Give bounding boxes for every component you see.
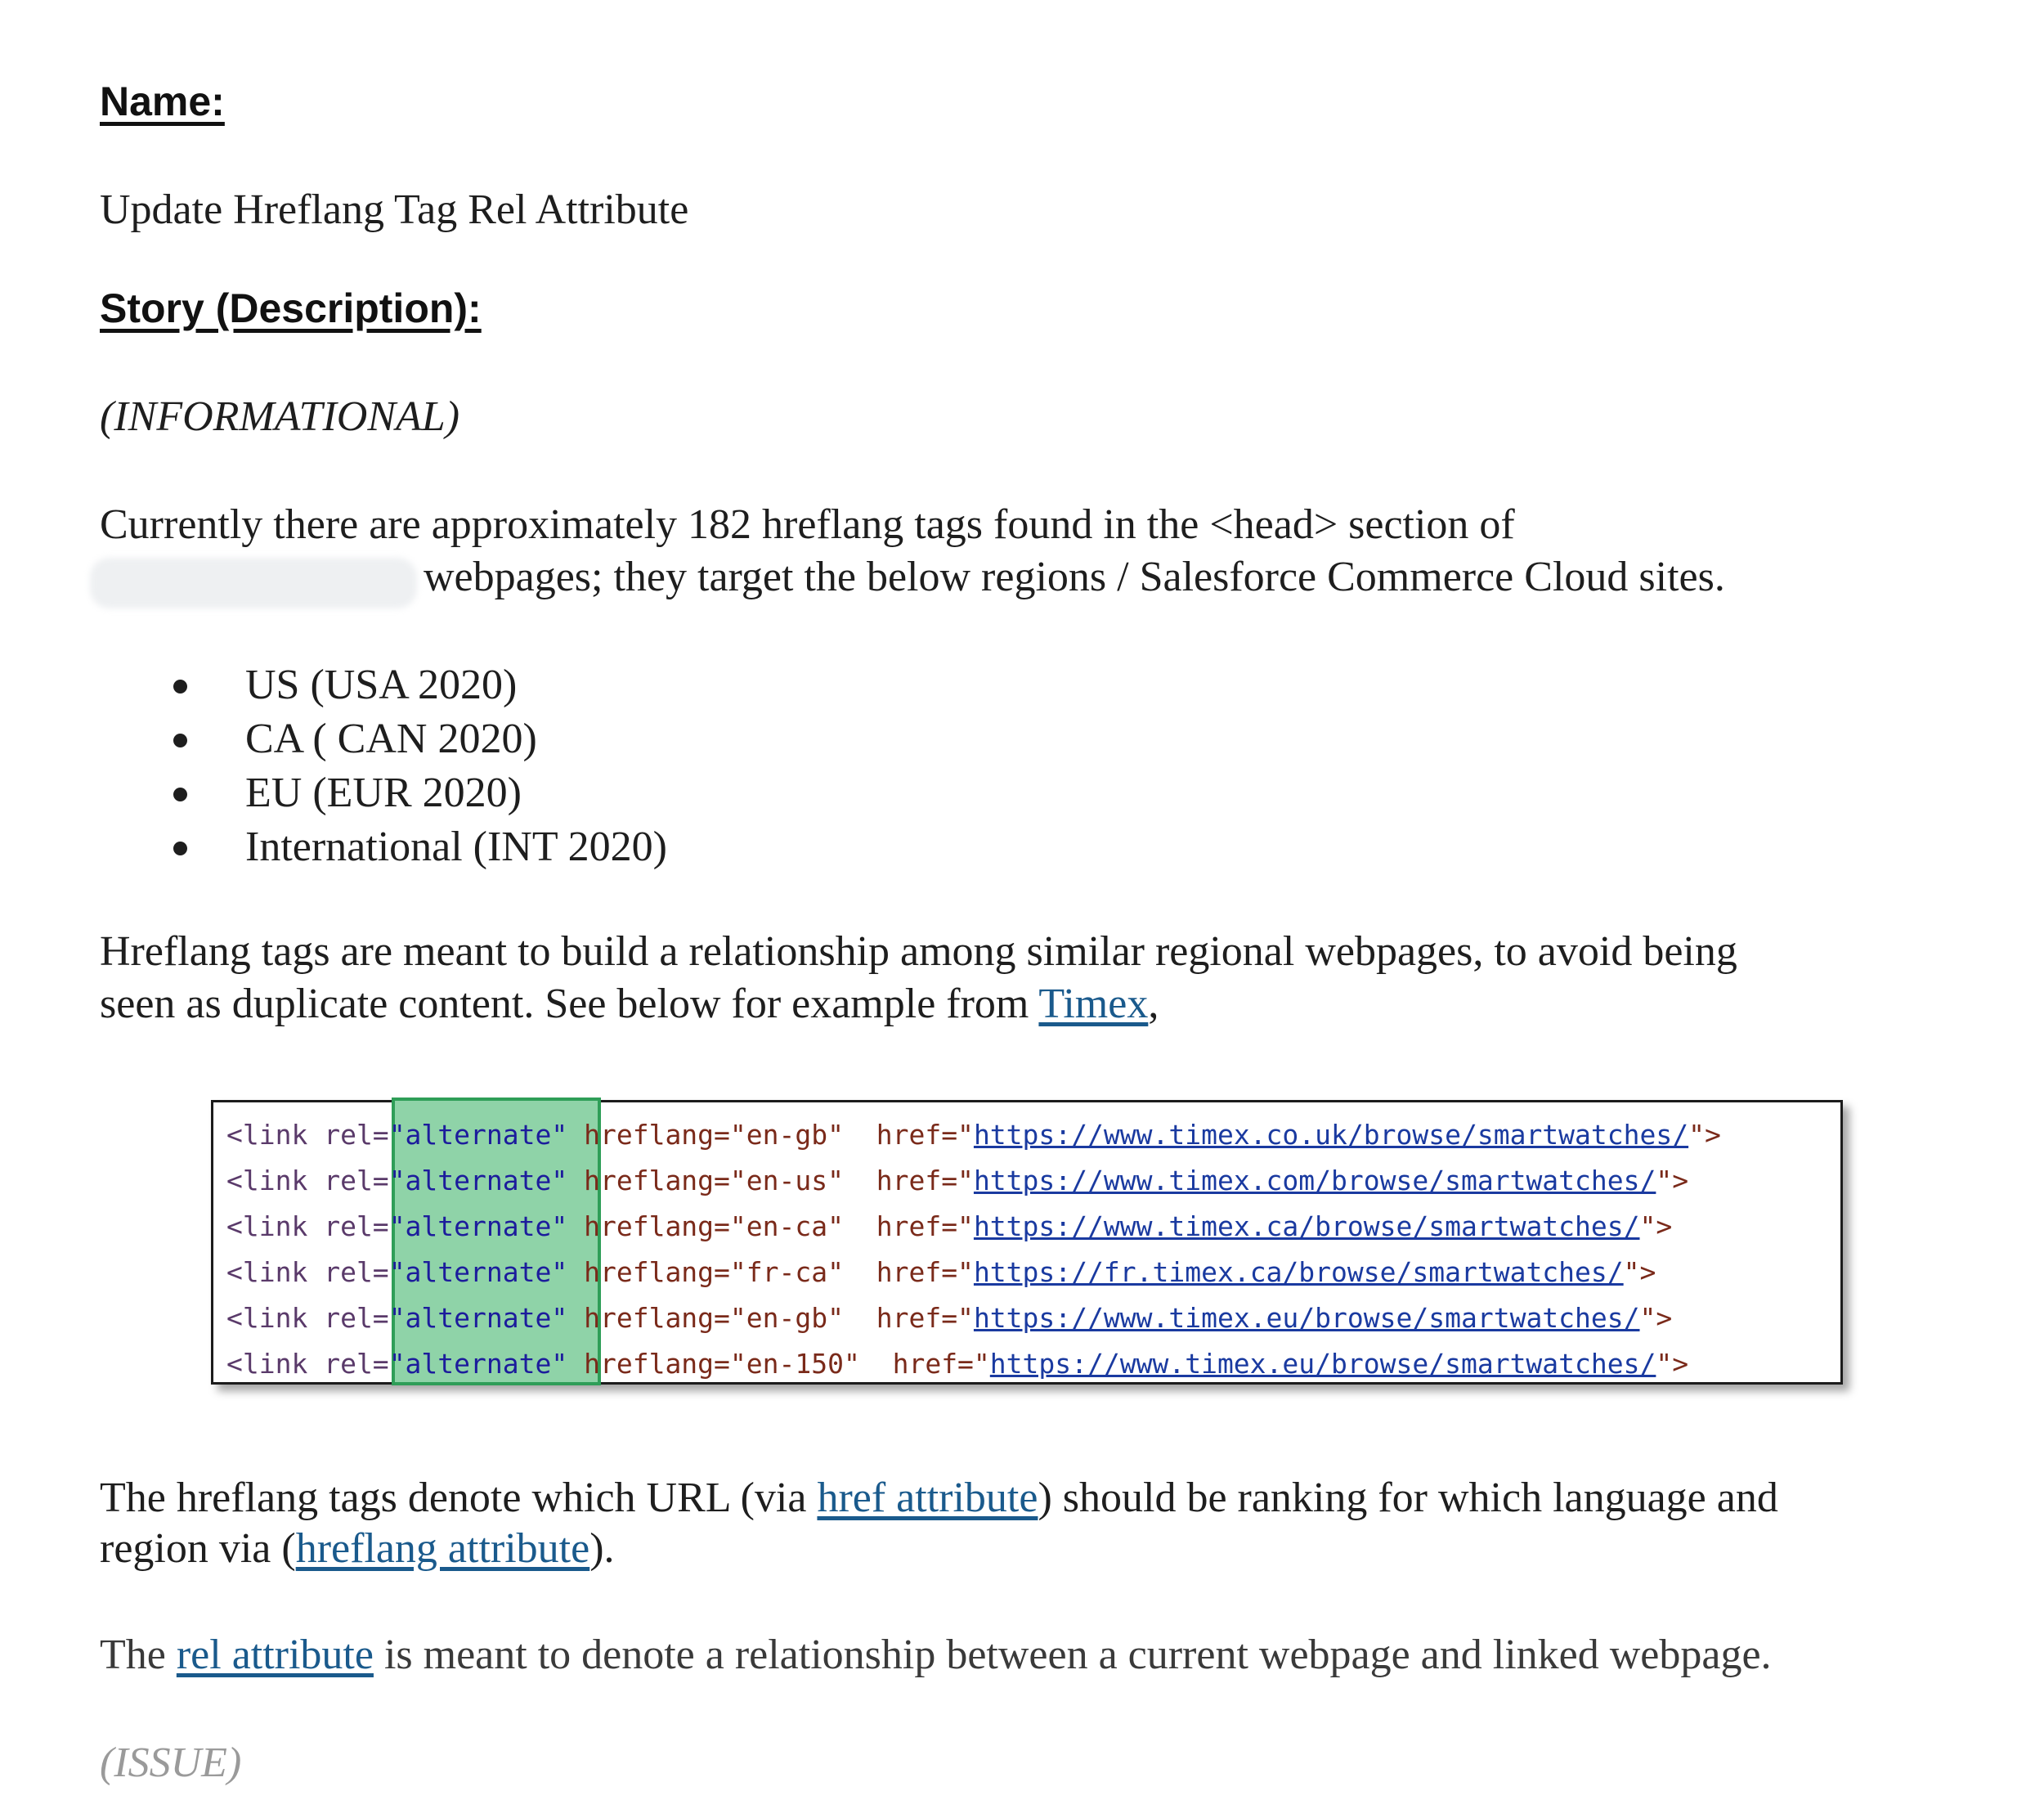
- paragraph-4: [100, 1629, 1772, 1681]
- code-line: <link rel="alternate" hreflang="en-gb" href="https://www.timex.eu/browse/smartwatches/">: [226, 1302, 1673, 1334]
- code-url-link[interactable]: https://fr.timex.ca/browse/smartwatches/: [973, 1256, 1624, 1288]
- region-label: CA ( CAN 2020): [245, 716, 537, 762]
- code-url-link[interactable]: https://www.timex.ca/browse/smartwatches/: [973, 1210, 1640, 1242]
- paragraph-2-line-2: [100, 978, 1159, 1030]
- timex-link[interactable]: Timex: [1038, 981, 1149, 1027]
- issue-label: (ISSUE): [100, 1739, 242, 1786]
- region-label: EU (EUR 2020): [245, 770, 522, 816]
- list-item: [164, 658, 667, 712]
- bullet-icon: [173, 788, 187, 801]
- code-line: <link rel="alternate" hreflang="en-us" href="https://www.timex.com/browse/smartwatches/">: [226, 1165, 1689, 1196]
- paragraph-4-text: The: [100, 1632, 177, 1678]
- code-line: <link rel="alternate" hreflang="en-ca" href="https://www.timex.ca/browse/smartwatches/">: [226, 1210, 1673, 1242]
- paragraph-4-text: is meant to denote a relationship between a current webpage and linked webpage.: [373, 1632, 1772, 1678]
- code-url-link[interactable]: https://www.timex.eu/browse/smartwatches/: [989, 1348, 1656, 1380]
- paragraph-1-line-1: Currently there are approximately 182 hreflang tags found in the <head> section of: [100, 501, 1515, 548]
- paragraph-3-text: The hreflang tags denote which URL (via: [100, 1475, 818, 1521]
- hreflang-attribute-link[interactable]: hreflang attribute: [295, 1525, 590, 1572]
- bullet-icon: [173, 842, 187, 855]
- list-item: [164, 766, 667, 820]
- regions-list: [164, 658, 667, 874]
- paragraph-3-line-1: [100, 1472, 1778, 1524]
- paragraph-2-line-1: Hreflang tags are meant to build a relationship among similar regional webpages, to avoid being: [100, 928, 1737, 975]
- region-label: US (USA 2020): [245, 662, 518, 708]
- paragraph-2-comma: ,: [1148, 981, 1159, 1027]
- redacted-site-name: [90, 558, 417, 608]
- story-heading: Story (Description):: [100, 285, 482, 331]
- name-heading: Name:: [100, 79, 225, 124]
- code-url-link[interactable]: https://www.timex.eu/browse/smartwatches/: [973, 1302, 1640, 1334]
- informational-label: (INFORMATIONAL): [100, 393, 460, 440]
- code-url-link[interactable]: https://www.timex.co.uk/browse/smartwatches/: [973, 1119, 1689, 1151]
- paragraph-3-line-2: [100, 1523, 615, 1575]
- paragraph-3-text: ) should be ranking for which language and: [1038, 1475, 1778, 1521]
- code-line: <link rel="alternate" hreflang="fr-ca" href="https://fr.timex.ca/browse/smartwatches/">: [226, 1256, 1656, 1288]
- code-line: <link rel="alternate" hreflang="en-gb" href="https://www.timex.co.uk/browse/smartwatches/">: [226, 1119, 1721, 1151]
- list-item: [164, 712, 667, 766]
- rel-attribute-link[interactable]: rel attribute: [176, 1632, 374, 1678]
- task-name: Update Hreflang Tag Rel Attribute: [100, 186, 689, 233]
- paragraph-2-text: seen as duplicate content. See below for example from: [100, 981, 1039, 1027]
- list-item: [164, 820, 667, 874]
- code-url-link[interactable]: https://www.timex.com/browse/smartwatches/: [973, 1165, 1656, 1196]
- paragraph-1-line-2: webpages; they target the below regions / Salesforce Commerce Cloud sites.: [424, 554, 1725, 600]
- code-line: <link rel="alternate" hreflang="en-150" href="https://www.timex.eu/browse/smartwatches/">: [226, 1348, 1689, 1380]
- paragraph-3-text: region via (: [100, 1525, 296, 1572]
- bullet-icon: [173, 680, 187, 694]
- bullet-icon: [173, 734, 187, 747]
- href-attribute-link[interactable]: href attribute: [817, 1475, 1038, 1521]
- region-label: International (INT 2020): [245, 824, 667, 870]
- hreflang-code-example: [211, 1100, 1843, 1385]
- paragraph-3-text: ).: [589, 1525, 615, 1572]
